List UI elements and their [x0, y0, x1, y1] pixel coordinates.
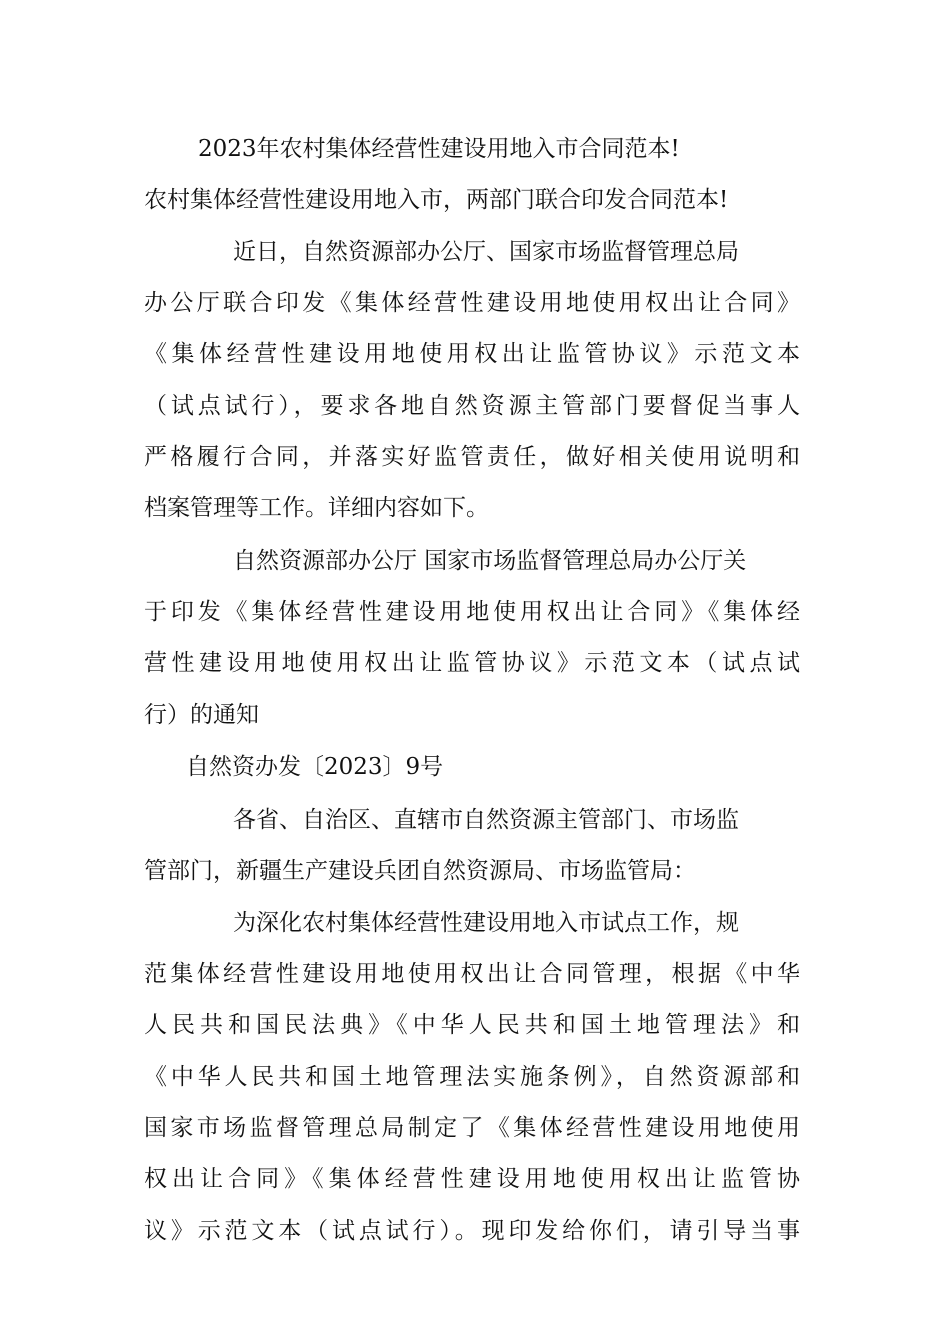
notice-title-line: 自然资源部办公厅 国家市场监督管理总局办公厅关 [233, 548, 747, 574]
document-subtitle: 农村集体经营性建设用地入市，两部门联合印发合同范本! [144, 187, 729, 213]
paragraph-line: 档案管理等工作。详细内容如下。 [144, 495, 489, 521]
paragraph-line: 严格履行合同，并落实好监管责任，做好相关使用说明和 [144, 444, 800, 470]
paragraph-line: 《集体经营性建设用地使用权出让监管协议》示范文本 [144, 341, 800, 367]
paragraph-line: （试点试行），要求各地自然资源主管部门要督促当事人 [144, 393, 800, 419]
notice-title-line: 于印发《集体经营性建设用地使用权出让合同》《集体经 [144, 599, 800, 625]
paragraph-line: 《中华人民共和国土地管理法实施条例》，自然资源部和 [144, 1064, 800, 1090]
recipients-line: 管部门，新疆生产建设兵团自然资源局、市场监管局： [144, 858, 696, 884]
document-number: 自然资办发〔2023〕9号 [186, 754, 444, 780]
paragraph-line: 议》示范文本（试点试行）。现印发给你们，请引导当事 [144, 1218, 800, 1244]
notice-title-line: 行）的通知 [144, 702, 259, 728]
paragraph-line: 办公厅联合印发《集体经营性建设用地使用权出让合同》 [144, 290, 800, 316]
paragraph-line: 范集体经营性建设用地使用权出让合同管理，根据《中华 [144, 961, 800, 987]
paragraph-line: 国家市场监督管理总局制定了《集体经营性建设用地使用 [144, 1115, 800, 1141]
notice-title-line: 营性建设用地使用权出让监管协议》示范文本（试点试 [144, 650, 800, 676]
paragraph-line: 近日，自然资源部办公厅、国家市场监督管理总局 [233, 239, 739, 265]
recipients-line: 各省、自治区、直辖市自然资源主管部门、市场监 [233, 807, 739, 833]
paragraph-line: 人民共和国民法典》《中华人民共和国土地管理法》和 [144, 1012, 800, 1038]
paragraph-line: 权出让合同》《集体经营性建设用地使用权出让监管协 [144, 1166, 800, 1192]
document-title: 2023年农村集体经营性建设用地入市合同范本! [198, 136, 680, 162]
paragraph-line: 为深化农村集体经营性建设用地入市试点工作，规 [233, 910, 739, 936]
